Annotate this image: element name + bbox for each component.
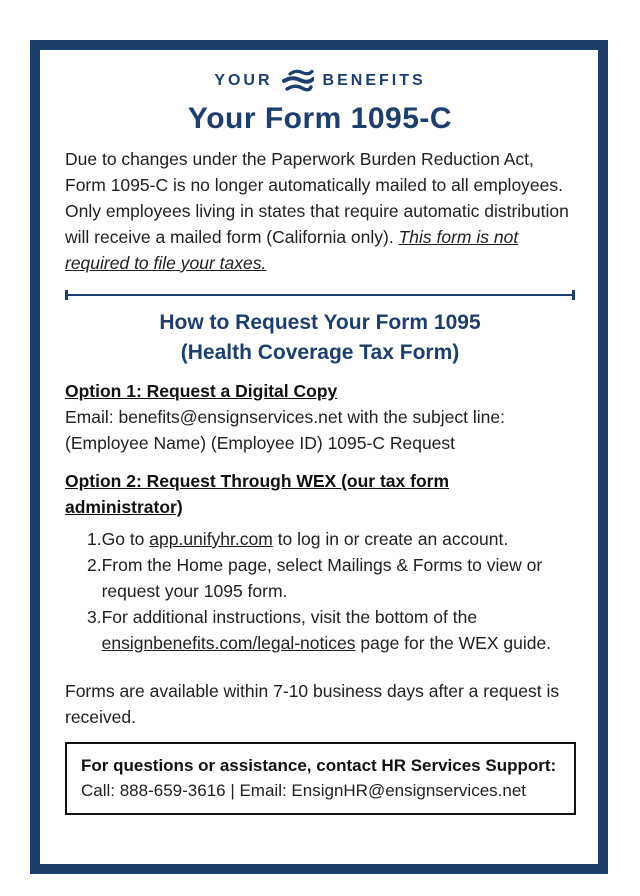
- brand-wave-icon: [282, 68, 314, 94]
- logo-text-your: YOUR: [214, 72, 273, 89]
- step-text: [102, 552, 575, 604]
- step-text: [102, 526, 575, 552]
- section-heading-line1: How to Request Your Form 1095: [159, 311, 481, 334]
- option1-heading: Option 1: Request a Digital Copy: [65, 381, 338, 401]
- step-number: 2.: [87, 555, 102, 575]
- intro-paragraph: [65, 146, 575, 276]
- brand-logo: [65, 68, 575, 94]
- availability-note: Forms are available within 7-10 business days after a request is received.: [65, 681, 560, 727]
- logo-text-benefits: BENEFITS: [322, 72, 426, 89]
- step-item-2: [65, 552, 575, 604]
- step-text-pre: Go to: [101, 529, 150, 549]
- contact-details-line: Call: 888-659-3616 | Email: EnsignHR@ensignservices.net: [81, 781, 527, 800]
- step-item-3: [65, 604, 575, 656]
- option1-email-line: Email: benefits@ensignservices.net with the subject line:: [65, 407, 505, 427]
- divider-right-tick: [572, 290, 575, 300]
- step-item-1: [65, 526, 575, 552]
- step-text-post: to log in or create an account.: [272, 529, 509, 549]
- step-text-pre: For additional instructions, visit the bottom of the: [101, 607, 478, 627]
- contact-heading: For questions or assistance, contact HR Services Support:: [81, 756, 557, 775]
- section-heading-line2: (Health Coverage Tax Form): [180, 341, 460, 364]
- legal-notices-link[interactable]: ensignbenefits.com/legal-notices: [101, 633, 356, 653]
- step-text-post: page for the WEX guide.: [355, 633, 552, 653]
- divider-line: [68, 294, 572, 296]
- option1-subject-line: (Employee Name) (Employee ID) 1095-C Request: [65, 433, 456, 453]
- steps-list: [65, 526, 575, 656]
- intro-text: Due to changes under the Paperwork Burden Reduction Act, Form 1095-C is no longer automatically mailed to all employees. Only employees living in states that require automatic distribution will receive a mailed form (California only).: [65, 149, 569, 247]
- page-frame: [30, 40, 608, 874]
- step-number: 1.: [87, 529, 102, 549]
- option2-section: [65, 468, 575, 656]
- step-text-pre: From the Home page, select Mailings & Forms to view or request your 1095 form.: [101, 555, 543, 601]
- section-heading: [65, 308, 575, 368]
- section-divider: [65, 290, 575, 300]
- step-number: 3.: [87, 607, 102, 627]
- option1-body: [65, 404, 575, 456]
- intro-emphasis-text: This form is not required to file your taxes.: [65, 227, 519, 273]
- page-title: Your Form 1095-C: [187, 102, 453, 135]
- contact-box: [65, 742, 576, 815]
- page-content: [40, 50, 598, 864]
- unifyhr-link[interactable]: app.unifyhr.com: [149, 529, 273, 549]
- step-text: [102, 604, 575, 656]
- option2-heading: Option 2: Request Through WEX (our tax form administrator): [65, 471, 450, 517]
